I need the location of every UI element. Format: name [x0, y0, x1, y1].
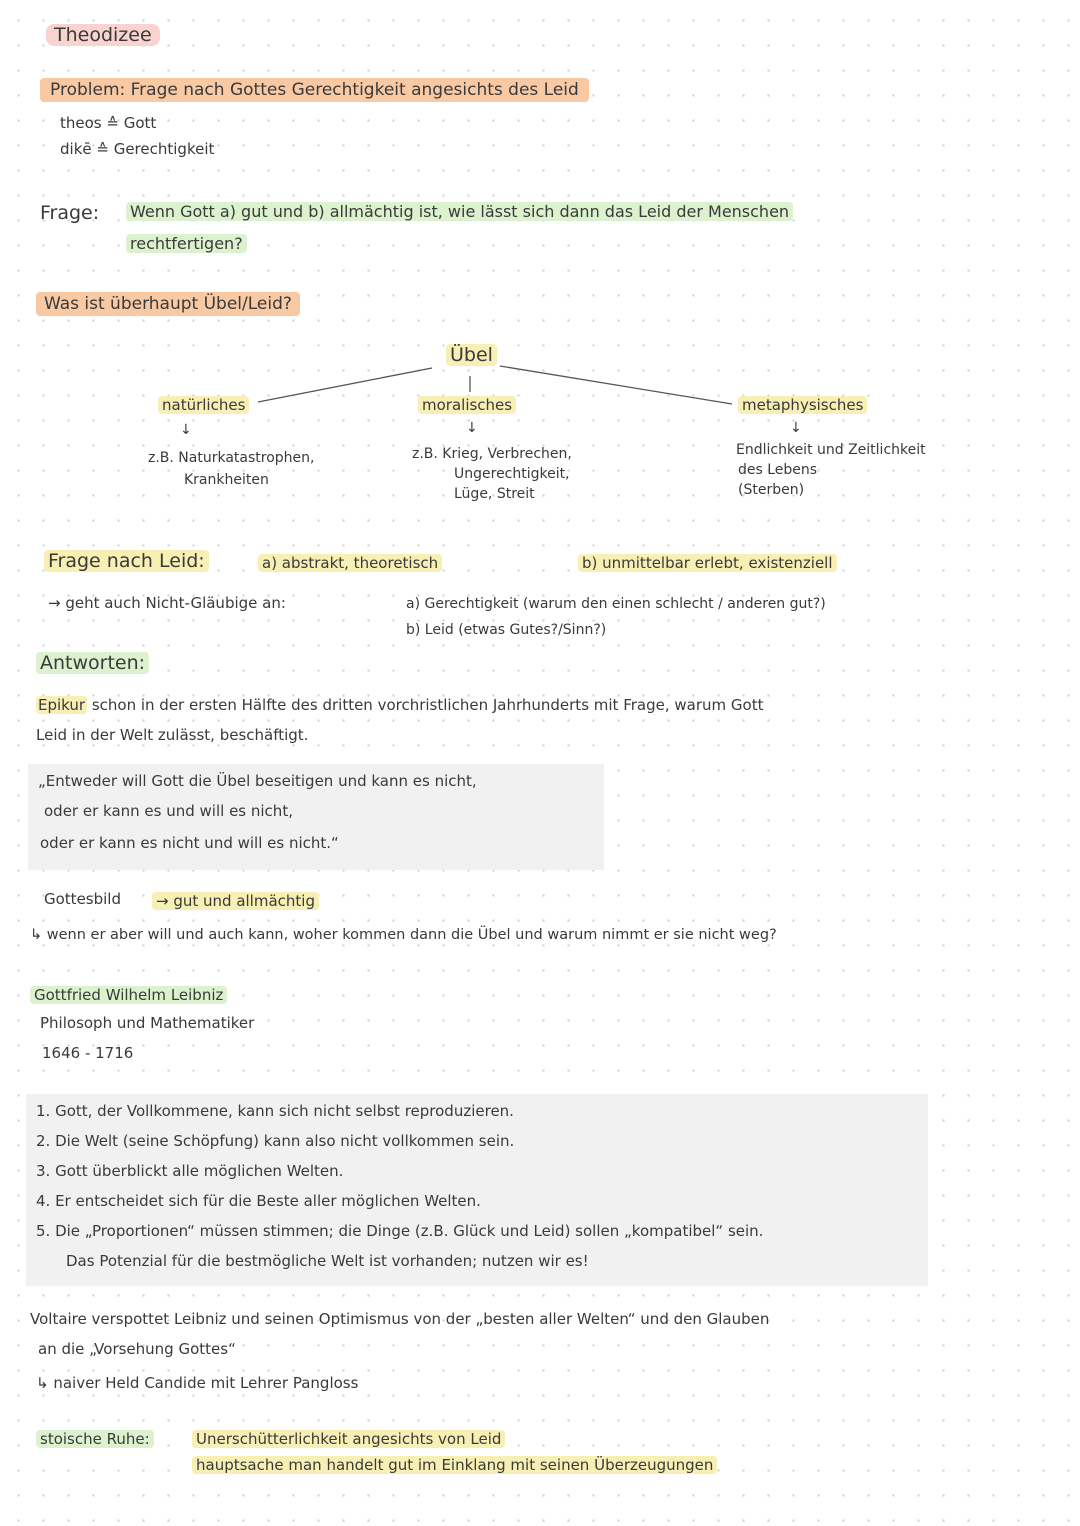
epikur-name: Epikur	[38, 696, 86, 714]
voltaire-line2: an die „Vorsehung Gottes“	[38, 1340, 236, 1358]
arrow-down-icon: ↓	[180, 422, 192, 438]
leibniz-point-2: 2. Die Welt (seine Schöpfung) kann also nicht vollkommen sein.	[36, 1132, 515, 1150]
epikur-line2: Leid in der Welt zulässt, beschäftigt.	[36, 726, 309, 744]
frage-leid-nichtglaeubige: → geht auch Nicht-Gläubige an:	[48, 594, 286, 612]
frage-leid-label: Frage nach Leid:	[44, 550, 209, 574]
arrow-down-icon: ↓	[790, 420, 802, 436]
dike-definition: dikē ≙ Gerechtigkeit	[60, 140, 215, 158]
epikur-line1-rest: schon in der ersten Hälfte des dritten vorchristlichen Jahrhunderts mit Frage, warum Gott	[87, 696, 764, 714]
uebel-question: Was ist überhaupt Übel/Leid?	[36, 294, 300, 315]
natuerlich-example-2: Krankheiten	[184, 472, 269, 488]
epikur-quote-3: oder er kann es nicht und will es nicht.“	[40, 834, 339, 852]
branch-metaphysisch: metaphysisches	[738, 396, 867, 415]
epikur-line1	[36, 696, 763, 715]
frage-leid-gerechtigkeit: a) Gerechtigkeit (warum den einen schlecht / anderen gut?)	[406, 596, 826, 612]
antworten-label: Antworten:	[36, 652, 149, 676]
metaphysisch-example-2: des Lebens	[738, 462, 818, 478]
theos-definition: theos ≙ Gott	[60, 114, 157, 132]
arrow-down-icon: ↓	[466, 420, 478, 436]
gottesbild-value: → gut und allmächtig	[152, 892, 319, 911]
stoisch-label: stoische Ruhe:	[36, 1430, 154, 1449]
stoisch-line1: Unerschütterlichkeit angesichts von Leid	[192, 1430, 505, 1449]
frage-label: Frage:	[40, 202, 100, 224]
frage-leid-sinn: b) Leid (etwas Gutes?/Sinn?)	[406, 622, 607, 638]
frage-leid-b: b) unmittelbar erlebt, existenziell	[578, 554, 837, 573]
leibniz-role: Philosoph und Mathematiker	[40, 1014, 255, 1032]
frage-leid-a: a) abstrakt, theoretisch	[258, 554, 442, 573]
leibniz-name: Gottfried Wilhelm Leibniz	[30, 986, 227, 1005]
gottesbild-label: Gottesbild	[44, 890, 121, 908]
metaphysisch-example-1: Endlichkeit und Zeitlichkeit	[736, 442, 926, 458]
leibniz-point-5: 5. Die „Proportionen“ müssen stimmen; die Dinge (z.B. Glück und Leid) sollen „kompatibel“ sein.	[36, 1222, 764, 1240]
epikur-quote-2: oder er kann es und will es nicht,	[44, 802, 293, 820]
connector-metaphysisch	[500, 366, 732, 404]
natuerlich-example-1: z.B. Naturkatastrophen,	[148, 450, 315, 466]
problem-text: Frage nach Gottes Gerechtigkeit angesichts des Leid	[130, 80, 579, 100]
moralisch-example-3: Lüge, Streit	[454, 486, 535, 502]
gottesbild-follow: ↳ wenn er aber will und auch kann, woher kommen dann die Übel und warum nimmt er sie nicht weg?	[30, 927, 777, 943]
page-title: Theodizee	[46, 24, 160, 48]
voltaire-line1: Voltaire verspottet Leibniz und seinen Optimismus von der „besten aller Welten“ und den Glauben	[30, 1310, 770, 1328]
connector-natuerlich	[258, 368, 432, 402]
leibniz-years: 1646 - 1716	[42, 1044, 134, 1062]
frage-line1: Wenn Gott a) gut und b) allmächtig ist, wie lässt sich dann das Leid der Menschen	[126, 202, 793, 222]
frage-line2: rechtfertigen?	[126, 234, 247, 254]
problem-label: Problem:	[50, 80, 126, 100]
moralisch-example-1: z.B. Krieg, Verbrechen,	[412, 446, 572, 462]
voltaire-line3: ↳ naiver Held Candide mit Lehrer Pangloss	[36, 1374, 359, 1392]
branch-natuerlich: natürliches	[158, 396, 249, 415]
leibniz-point-3: 3. Gott überblickt alle möglichen Welten.	[36, 1162, 344, 1180]
diagram-root: Übel	[446, 344, 497, 368]
leibniz-point-5-cont: Das Potenzial für die bestmögliche Welt ist vorhanden; nutzen wir es!	[66, 1252, 589, 1270]
epikur-quote-1: „Entweder will Gott die Übel beseitigen und kann es nicht,	[38, 772, 477, 790]
moralisch-example-2: Ungerechtigkeit,	[454, 466, 570, 482]
leibniz-point-1: 1. Gott, der Vollkommene, kann sich nicht selbst reproduzieren.	[36, 1102, 514, 1120]
metaphysisch-example-3: (Sterben)	[738, 482, 805, 498]
stoisch-line2: hauptsache man handelt gut im Einklang mit seinen Überzeugungen	[192, 1456, 717, 1475]
leibniz-point-4: 4. Er entscheidet sich für die Beste aller möglichen Welten.	[36, 1192, 481, 1210]
branch-moralisch: moralisches	[418, 396, 516, 415]
